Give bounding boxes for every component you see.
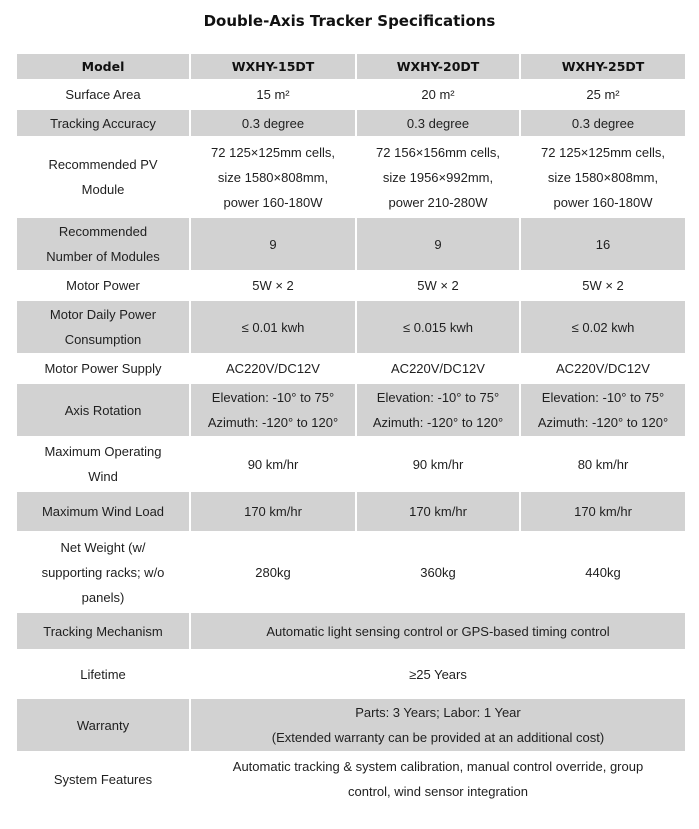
label-line: Module — [81, 182, 125, 197]
cell — [521, 138, 685, 216]
cell: AC220V/DC12V — [521, 355, 685, 382]
cell: 170 km/hr — [191, 492, 355, 531]
row-label: Lifetime — [17, 651, 189, 697]
cell-line: control, wind sensor integration — [348, 784, 528, 799]
page-title: Double-Axis Tracker Specifications — [203, 12, 496, 30]
header-wxhy-25dt: WXHY-25DT — [521, 54, 685, 79]
label-line: Consumption — [64, 332, 142, 347]
row-daily-power — [17, 301, 685, 353]
row-net-weight — [17, 533, 685, 611]
label-line: Recommended — [58, 224, 148, 239]
cell: 280kg — [191, 533, 355, 611]
cell-merged: Automatic light sensing control or GPS-based timing control — [191, 613, 685, 649]
cell: 5W × 2 — [191, 272, 355, 299]
cell — [357, 138, 519, 216]
cell: 16 — [521, 218, 685, 270]
row-system-features — [17, 753, 685, 805]
cell: ≤ 0.01 kwh — [191, 301, 355, 353]
cell-line: size 1580×808mm, — [547, 169, 659, 185]
row-label: System Features — [17, 753, 189, 805]
cell: 90 km/hr — [191, 438, 355, 490]
row-label: Maximum Wind Load — [17, 492, 189, 531]
cell: 360kg — [357, 533, 519, 611]
cell-line: Azimuth: -120° to 120° — [207, 415, 339, 430]
cell: 0.3 degree — [191, 110, 355, 136]
row-label: Tracking Accuracy — [17, 110, 189, 136]
cell-line: Automatic tracking & system calibration, manual control override, group — [232, 759, 644, 774]
header-wxhy-20dt: WXHY-20DT — [357, 54, 519, 79]
row-label: Warranty — [17, 699, 189, 751]
cell: 80 km/hr — [521, 438, 685, 490]
header-row — [17, 54, 685, 79]
cell — [191, 138, 355, 216]
cell: 90 km/hr — [357, 438, 519, 490]
row-surface-area — [17, 81, 685, 108]
cell-line: size 1580×808mm, — [217, 169, 329, 185]
label-line: Maximum Operating — [44, 444, 162, 459]
row-label — [17, 301, 189, 353]
cell-merged — [191, 699, 685, 751]
cell-line: 72 125×125mm cells, — [211, 144, 335, 160]
row-label — [17, 438, 189, 490]
header-wxhy-15dt: WXHY-15DT — [191, 54, 355, 79]
cell-line: 72 156×156mm cells, — [376, 144, 500, 160]
row-tracking-mechanism — [17, 613, 685, 649]
row-label: Motor Power Supply — [17, 355, 189, 382]
row-label: Motor Power — [17, 272, 189, 299]
cell: 15 m² — [191, 81, 355, 108]
row-lifetime — [17, 651, 685, 697]
cell: AC220V/DC12V — [357, 355, 519, 382]
cell: ≤ 0.015 kwh — [357, 301, 519, 353]
spec-table — [15, 52, 687, 807]
row-label: Tracking Mechanism — [17, 613, 189, 649]
row-label: Axis Rotation — [17, 384, 189, 436]
row-label — [17, 218, 189, 270]
cell-line: (Extended warranty can be provided at an additional cost) — [271, 730, 605, 745]
row-label — [17, 138, 189, 216]
row-warranty — [17, 699, 685, 751]
cell: 170 km/hr — [521, 492, 685, 531]
cell-merged — [191, 753, 685, 805]
cell-line: power 160-180W — [223, 194, 323, 210]
cell-line: power 160-180W — [553, 194, 653, 210]
cell: 20 m² — [357, 81, 519, 108]
cell-merged: ≥25 Years — [191, 651, 685, 697]
row-num-modules — [17, 218, 685, 270]
cell: 0.3 degree — [357, 110, 519, 136]
cell-line: Elevation: -10° to 75° — [376, 390, 500, 405]
label-line: Motor Daily Power — [49, 307, 157, 322]
cell: 9 — [357, 218, 519, 270]
row-pv-module — [17, 138, 685, 216]
cell: 5W × 2 — [521, 272, 685, 299]
row-axis-rotation — [17, 384, 685, 436]
cell: 440kg — [521, 533, 685, 611]
cell — [357, 384, 519, 436]
label-line: Wind — [88, 469, 118, 484]
cell: 170 km/hr — [357, 492, 519, 531]
row-power-supply — [17, 355, 685, 382]
row-max-wind — [17, 438, 685, 490]
label-line: Net Weight (w/ — [60, 539, 146, 555]
cell: 0.3 degree — [521, 110, 685, 136]
cell-line: power 210-280W — [388, 194, 488, 210]
cell-line: Elevation: -10° to 75° — [541, 390, 665, 405]
cell: AC220V/DC12V — [191, 355, 355, 382]
row-label: Surface Area — [17, 81, 189, 108]
row-max-wind-load — [17, 492, 685, 531]
label-line: panels) — [81, 589, 125, 605]
cell-line: size 1956×992mm, — [382, 169, 494, 185]
cell-line: Elevation: -10° to 75° — [211, 390, 335, 405]
cell: 5W × 2 — [357, 272, 519, 299]
cell: 9 — [191, 218, 355, 270]
label-line: Number of Modules — [46, 249, 160, 264]
cell: ≤ 0.02 kwh — [521, 301, 685, 353]
cell-line: Parts: 3 Years; Labor: 1 Year — [355, 705, 521, 720]
cell-line: 72 125×125mm cells, — [541, 144, 665, 160]
row-motor-power — [17, 272, 685, 299]
cell — [191, 384, 355, 436]
label-line: supporting racks; w/o — [41, 564, 165, 580]
cell: 25 m² — [521, 81, 685, 108]
label-line: Recommended PV — [48, 157, 158, 172]
cell-line: Azimuth: -120° to 120° — [537, 415, 669, 430]
cell — [521, 384, 685, 436]
row-label — [17, 533, 189, 611]
cell-line: Azimuth: -120° to 120° — [372, 415, 504, 430]
row-tracking-accuracy — [17, 110, 685, 136]
header-model: Model — [17, 54, 189, 79]
